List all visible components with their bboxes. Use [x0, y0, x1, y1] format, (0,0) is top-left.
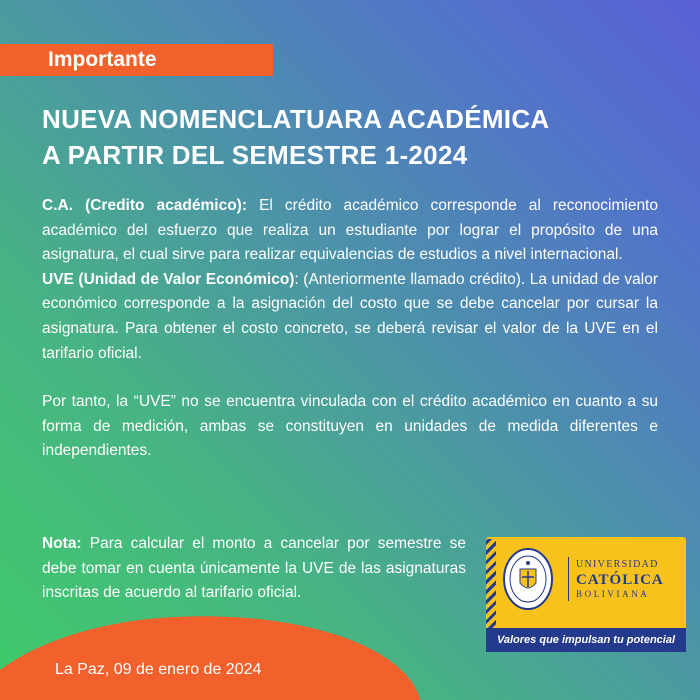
logo-slogan: Valores que impulsan tu potencial — [486, 628, 686, 652]
uve-text: : (Anteriormente llamado crédito). La unidad de valor económico corresponde a la asignación del costo que se debe cancelar por cursar la asignatura. Para obtener el costo concreto, se deberá revisar el valor de la UVE en el tarifario oficial. — [42, 270, 659, 362]
orange-wave-shape — [0, 600, 425, 700]
uve-paragraph — [42, 268, 658, 366]
importante-label: Importante — [48, 48, 157, 71]
ca-text: El crédito académico corresponde al reconocimiento académico del esfuerzo que realiza un estudiante por lograr el propósito de una asignatura, el cual sirve para realizar equivalencias de estudios a nivel internacional. — [42, 197, 658, 264]
title-line-1: NUEVA NOMENCLATUARA ACADÉMICA — [42, 104, 550, 134]
page-title — [42, 101, 662, 173]
importante-tag — [0, 44, 273, 76]
university-seal-icon — [502, 547, 554, 611]
note-text: Para calcular el monto a cancelar por semestre se debe tomar en cuenta únicamente la UVE de las asignaturas inscritas de acuerdo al tarifario oficial. — [42, 535, 466, 602]
logo-divider — [568, 557, 569, 601]
title-line-2: A PARTIR DEL SEMESTRE 1-2024 — [42, 140, 468, 170]
footer-date: La Paz, 09 de enero de 2024 — [55, 661, 262, 678]
note-paragraph — [42, 532, 466, 606]
uve-lead: UVE (Unidad de Valor Económico) — [42, 270, 295, 288]
body-text — [42, 194, 658, 464]
university-line-1: UNIVERSIDAD — [576, 559, 659, 570]
paragraph-gap — [42, 366, 658, 390]
university-line-3: BOLIVIANA — [576, 589, 650, 599]
university-line-2: CATÓLICA — [576, 572, 664, 588]
note-lead: Nota: — [42, 535, 82, 552]
conclusion-paragraph: Por tanto, la “UVE” no se encuentra vinculada con el crédito académico en cuanto a su forma de medición, ambas se constituyen en unidades de medida diferentes e independientes. — [42, 393, 658, 460]
university-name — [576, 559, 680, 600]
ca-paragraph — [42, 194, 658, 268]
ca-lead: C.A. (Credito académico): — [42, 197, 247, 214]
